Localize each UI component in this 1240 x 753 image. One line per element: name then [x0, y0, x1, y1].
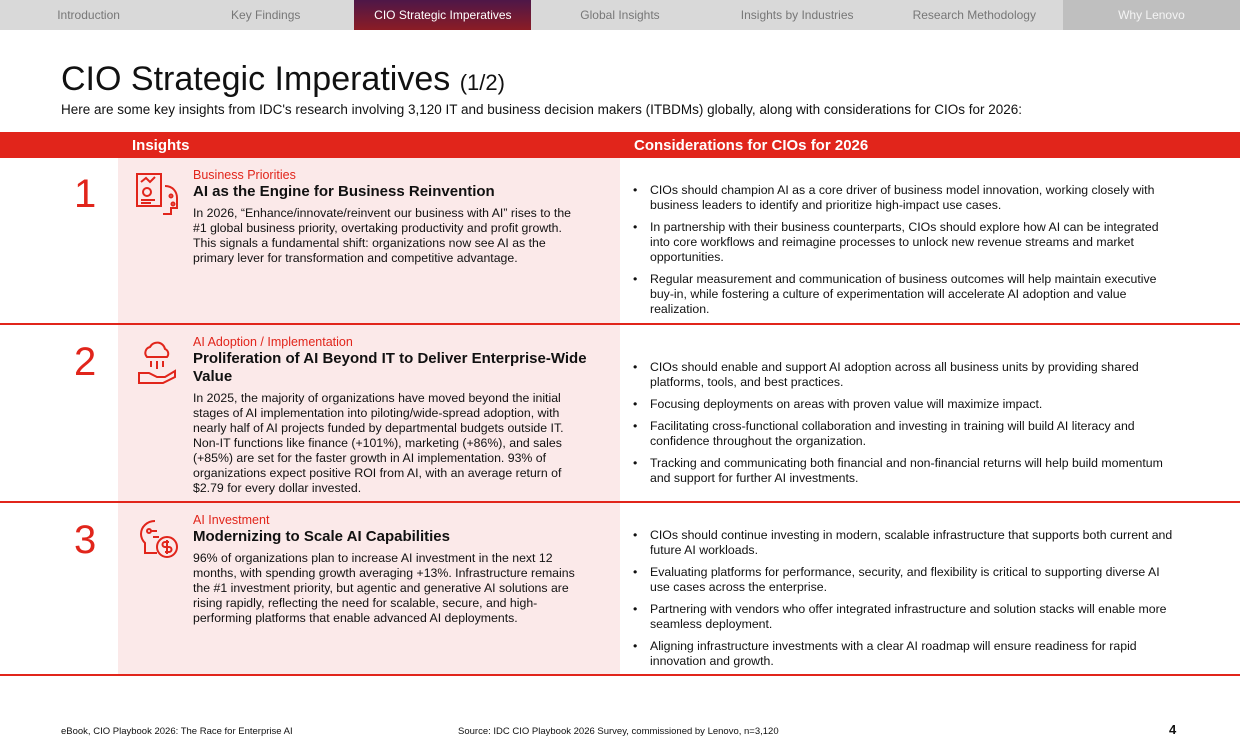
insight-title: Proliferation of AI Beyond IT to Deliver Enterprise-Wide Value — [193, 350, 587, 385]
insight-category: Business Priorities — [193, 168, 296, 182]
insight-row — [0, 158, 1240, 325]
insight-number: 3 — [74, 518, 97, 562]
page-subtitle: Here are some key insights from IDC's research involving 3,120 IT and business decision makers (ITBDMs) globally, along with considerations for CIOs for 2026: — [61, 102, 1022, 117]
consideration-item: • CIOs should enable and support AI adoption across all business units by providing shared platforms, tools, and best practices. — [633, 360, 1173, 390]
ai-cloud-hand-icon — [135, 339, 181, 385]
title-text: CIO Strategic Imperatives — [61, 60, 451, 98]
consideration-item: • In partnership with their business counterparts, CIOs should explore how AI can be integrated into core workflows and reimagine processes to unlock new revenue streams and market opportunities. — [633, 220, 1173, 265]
ai-brain-money-icon — [135, 517, 181, 563]
insight-row — [0, 325, 1240, 503]
insight-body: In 2025, the majority of organizations have moved beyond the initial stages of AI implementation into piloting/wide-spread adoption, with nearly half of AI projects funded by departmental budgets outside IT. Non-IT functions like finance (+101%), marketing (+86%), and sales (+85%) are set for the faster growth in AI implementation. 93% of organizations expect positive ROI from AI, with an average return of $2.79 for every dollar invested. — [193, 391, 564, 495]
consideration-item: • Facilitating cross-functional collaboration and investing in training will build AI literacy and confidence throughout the organization. — [633, 419, 1173, 449]
consideration-item: • Partnering with vendors who offer integrated infrastructure and solution stacks will enable more seamless deployment. — [633, 602, 1173, 632]
table-header — [0, 132, 1240, 158]
considerations-header: Considerations for CIOs for 2026 — [634, 137, 869, 154]
insight-category: AI Adoption / Implementation — [193, 335, 353, 349]
title-suffix: (1/2) — [459, 70, 505, 95]
tab-research-methodology[interactable]: Research Methodology — [912, 8, 1036, 22]
insight-body: 96% of organizations plan to increase AI investment in the next 12 months, with spending growth averaging +13%. Infrastructure remains the #1 investment priority, but agentic and generative AI solutions are rising rapidly, reflecting the need for scalable, secure, and high-performing platforms that enable advanced AI deployments. — [193, 551, 575, 625]
consideration-item: • CIOs should champion AI as a core driver of business model innovation, working closely with business leaders to identify and prioritize high-impact use cases. — [633, 183, 1173, 213]
insights-header: Insights — [132, 137, 190, 154]
considerations-list — [633, 360, 1173, 493]
footer-source: Source: IDC CIO Playbook 2026 Survey, commissioned by Lenovo, n=3,120 — [458, 726, 779, 737]
insight-text — [193, 513, 588, 626]
tab-key-findings[interactable]: Key Findings — [231, 8, 301, 22]
tab-insights-by-industries[interactable]: Insights by Industries — [740, 8, 854, 22]
consideration-item: • Regular measurement and communication of business outcomes will help maintain executive buy-in, while fostering a culture of experimentation will accelerate AI adoption and value realization. — [633, 272, 1173, 317]
insight-number: 2 — [74, 340, 97, 384]
insight-title: AI as the Engine for Business Reinvention — [193, 183, 495, 200]
tab-why-lenovo[interactable]: Why Lenovo — [1063, 0, 1240, 30]
insight-text — [193, 168, 588, 266]
consideration-item: • Focusing deployments on areas with proven value will maximize impact. — [633, 397, 1173, 412]
insight-text — [193, 335, 588, 496]
considerations-list — [633, 528, 1173, 676]
consideration-item: • Aligning infrastructure investments with a clear AI roadmap will ensure readiness for rapid innovation and growth. — [633, 639, 1173, 669]
consideration-item: • Evaluating platforms for performance, security, and flexibility is critical to supporting diverse AI use cases across the enterprise. — [633, 565, 1173, 595]
tab-cio-strategic-imperatives[interactable]: CIO Strategic Imperatives — [354, 0, 531, 30]
insight-category: AI Investment — [193, 513, 270, 527]
insight-title: Modernizing to Scale AI Capabilities — [193, 528, 450, 545]
insight-row — [0, 503, 1240, 676]
tab-global-insights[interactable]: Global Insights — [580, 8, 660, 22]
analytics-ai-head-icon — [135, 172, 181, 218]
consideration-item: • CIOs should continue investing in modern, scalable infrastructure that supports both current and future AI workloads. — [633, 528, 1173, 558]
insight-body: In 2026, “Enhance/innovate/reinvent our business with AI” rises to the #1 global business priority, overtaking productivity and profit growth. This signals a fundamental shift: organizations now see AI as the primary lever for transformation and competitive advantage. — [193, 206, 572, 265]
insight-number: 1 — [74, 172, 97, 216]
considerations-list — [633, 183, 1173, 324]
page-number: 4 — [1169, 722, 1177, 737]
page-title — [61, 60, 505, 99]
top-nav — [0, 0, 1240, 30]
tab-introduction[interactable]: Introduction — [57, 8, 120, 22]
footer-ebook-title: eBook, CIO Playbook 2026: The Race for Enterprise AI — [61, 726, 293, 737]
consideration-item: • Tracking and communicating both financial and non-financial returns will help build momentum and support for further AI investments. — [633, 456, 1173, 486]
